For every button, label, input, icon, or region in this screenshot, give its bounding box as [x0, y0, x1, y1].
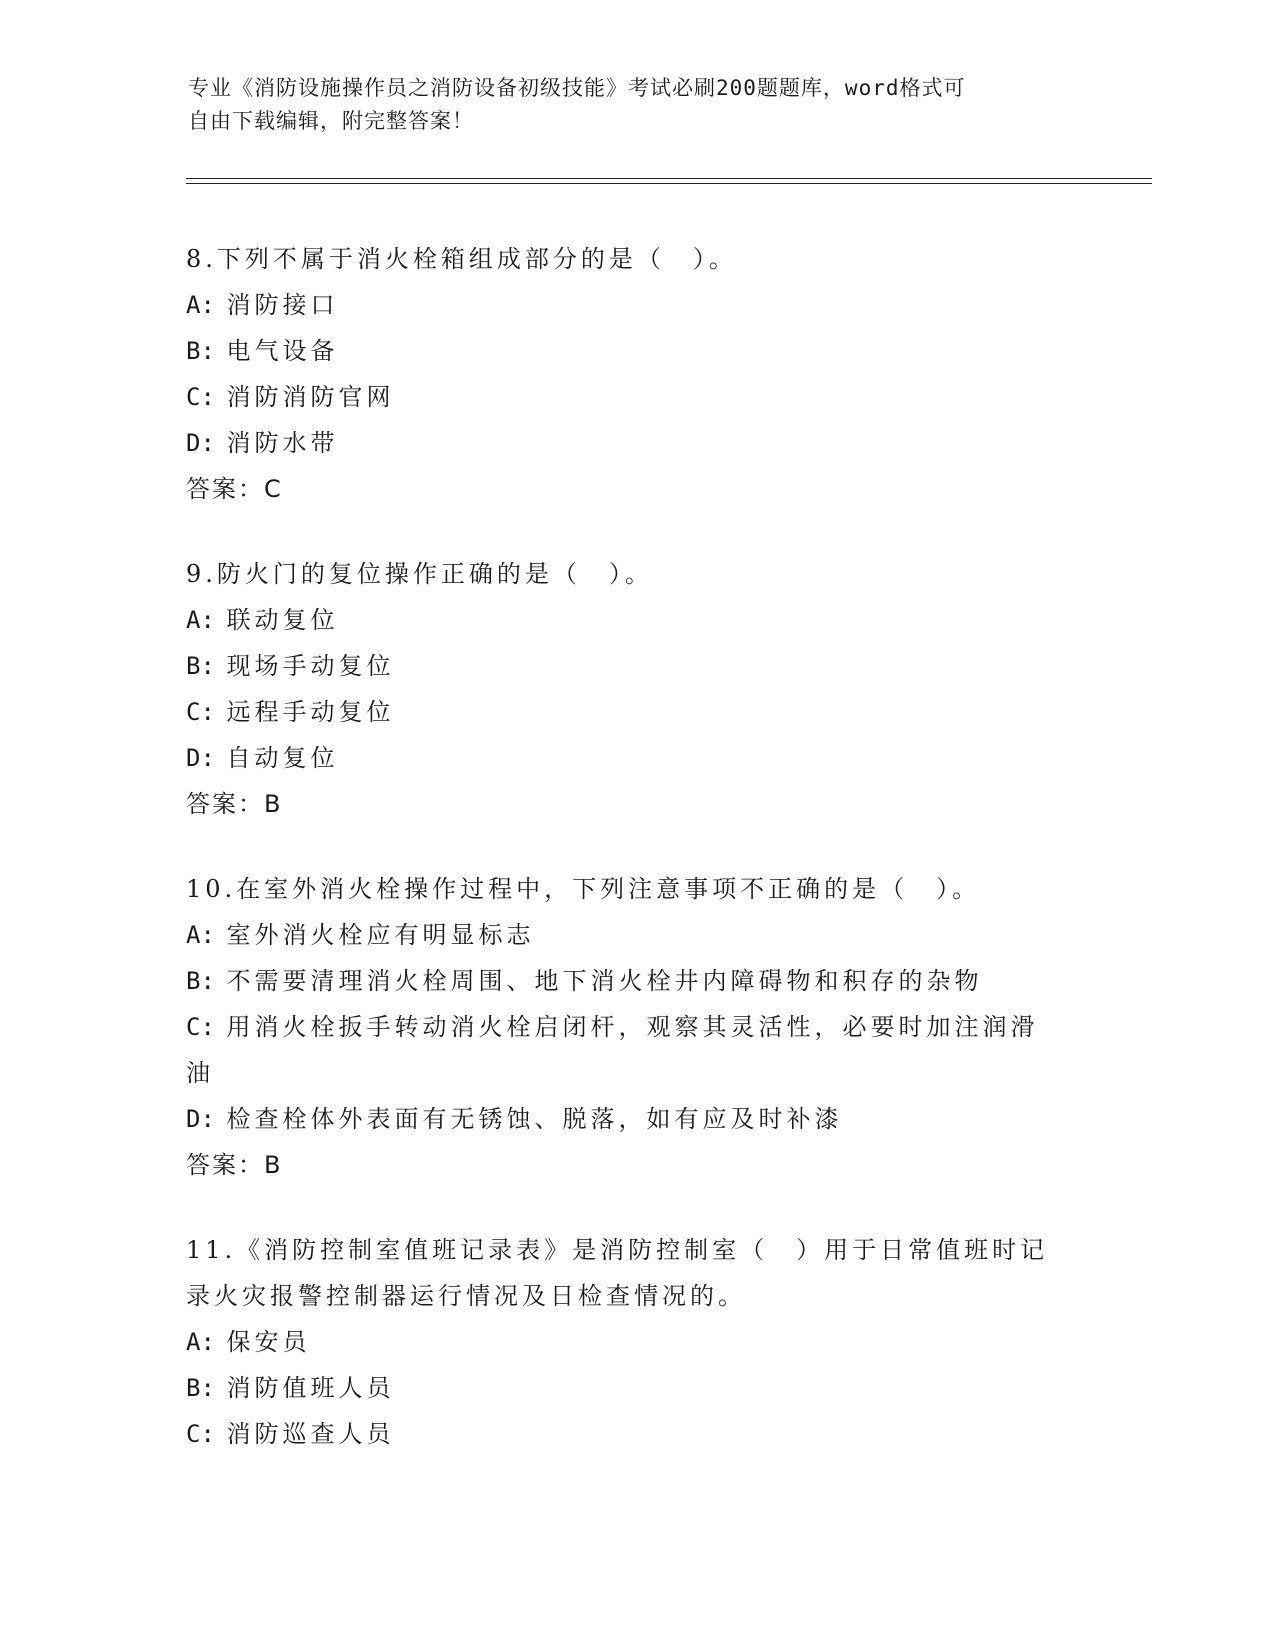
header-divider-top	[186, 178, 1152, 179]
option-a	[186, 1319, 1086, 1365]
header-line-1: 专业《消防设施操作员之消防设备初级技能》考试必刷200题题库，word格式可	[188, 76, 966, 100]
question-stem: 8.下列不属于消火栓箱组成部分的是（ ）。	[186, 245, 737, 273]
header-line-2: 自由下载编辑，附完整答案！	[188, 109, 474, 133]
option-letter: D:	[186, 1105, 215, 1133]
option-letter: A:	[186, 1328, 215, 1356]
option-text: 电气设备	[226, 337, 339, 365]
option-letter: C:	[186, 383, 215, 411]
question-9	[186, 551, 1086, 827]
option-letter: B:	[186, 1374, 215, 1402]
option-letter: A:	[186, 921, 215, 949]
answer: 答案：C	[186, 475, 283, 503]
option-c	[186, 1411, 1086, 1457]
option-text: 远程手动复位	[226, 698, 395, 726]
option-letter: C:	[186, 698, 215, 726]
option-c	[186, 689, 1086, 735]
option-c	[186, 1004, 1066, 1096]
document-header	[188, 72, 1068, 138]
option-a	[186, 912, 1086, 958]
option-text: 联动复位	[226, 606, 339, 634]
option-text: 室外消火栓应有明显标志	[226, 921, 535, 949]
option-letter: C:	[186, 1013, 215, 1041]
option-letter: B:	[186, 652, 215, 680]
option-text: 消防值班人员	[226, 1374, 395, 1402]
question-10	[186, 866, 1086, 1188]
question-stem: 11.《消防控制室值班记录表》是消防控制室（ ）用于日常值班时记录火灾报警控制器运行情况及日检查情况的。	[186, 1236, 1049, 1310]
option-letter: B:	[186, 967, 215, 995]
option-d	[186, 420, 1086, 466]
option-text: 消防巡查人员	[226, 1420, 395, 1448]
question-8	[186, 236, 1086, 512]
option-b	[186, 328, 1086, 374]
option-b	[186, 958, 1086, 1004]
option-letter: A:	[186, 291, 215, 319]
answer: 答案：B	[186, 790, 283, 818]
option-letter: B:	[186, 337, 215, 365]
option-text: 消防消防官网	[226, 383, 395, 411]
option-text: 用消火栓扳手转动消火栓启闭杆，观察其灵活性，必要时加注润滑油	[186, 1013, 1039, 1087]
option-letter: A:	[186, 606, 215, 634]
option-text: 消防接口	[226, 291, 339, 319]
option-b	[186, 643, 1086, 689]
option-b	[186, 1365, 1086, 1411]
option-text: 不需要清理消火栓周围、地下消火栓井内障碍物和积存的杂物	[226, 967, 983, 995]
option-text: 现场手动复位	[226, 652, 395, 680]
answer: 答案：B	[186, 1151, 283, 1179]
option-d	[186, 735, 1086, 781]
option-text: 保安员	[226, 1328, 311, 1356]
question-11	[186, 1227, 1086, 1457]
option-letter: C:	[186, 1420, 215, 1448]
option-letter: D:	[186, 744, 215, 772]
question-stem: 10.在室外消火栓操作过程中，下列注意事项不正确的是（ ）。	[186, 875, 981, 903]
header-divider-bottom	[186, 183, 1152, 184]
option-a	[186, 597, 1086, 643]
option-d	[186, 1096, 1086, 1142]
question-stem: 9.防火门的复位操作正确的是（ ）。	[186, 560, 653, 588]
option-a	[186, 282, 1086, 328]
option-c	[186, 374, 1086, 420]
question-list	[186, 236, 1086, 1496]
option-text: 消防水带	[226, 429, 339, 457]
option-text: 自动复位	[226, 744, 339, 772]
option-text: 检查栓体外表面有无锈蚀、脱落，如有应及时补漆	[226, 1105, 843, 1133]
option-letter: D:	[186, 429, 215, 457]
